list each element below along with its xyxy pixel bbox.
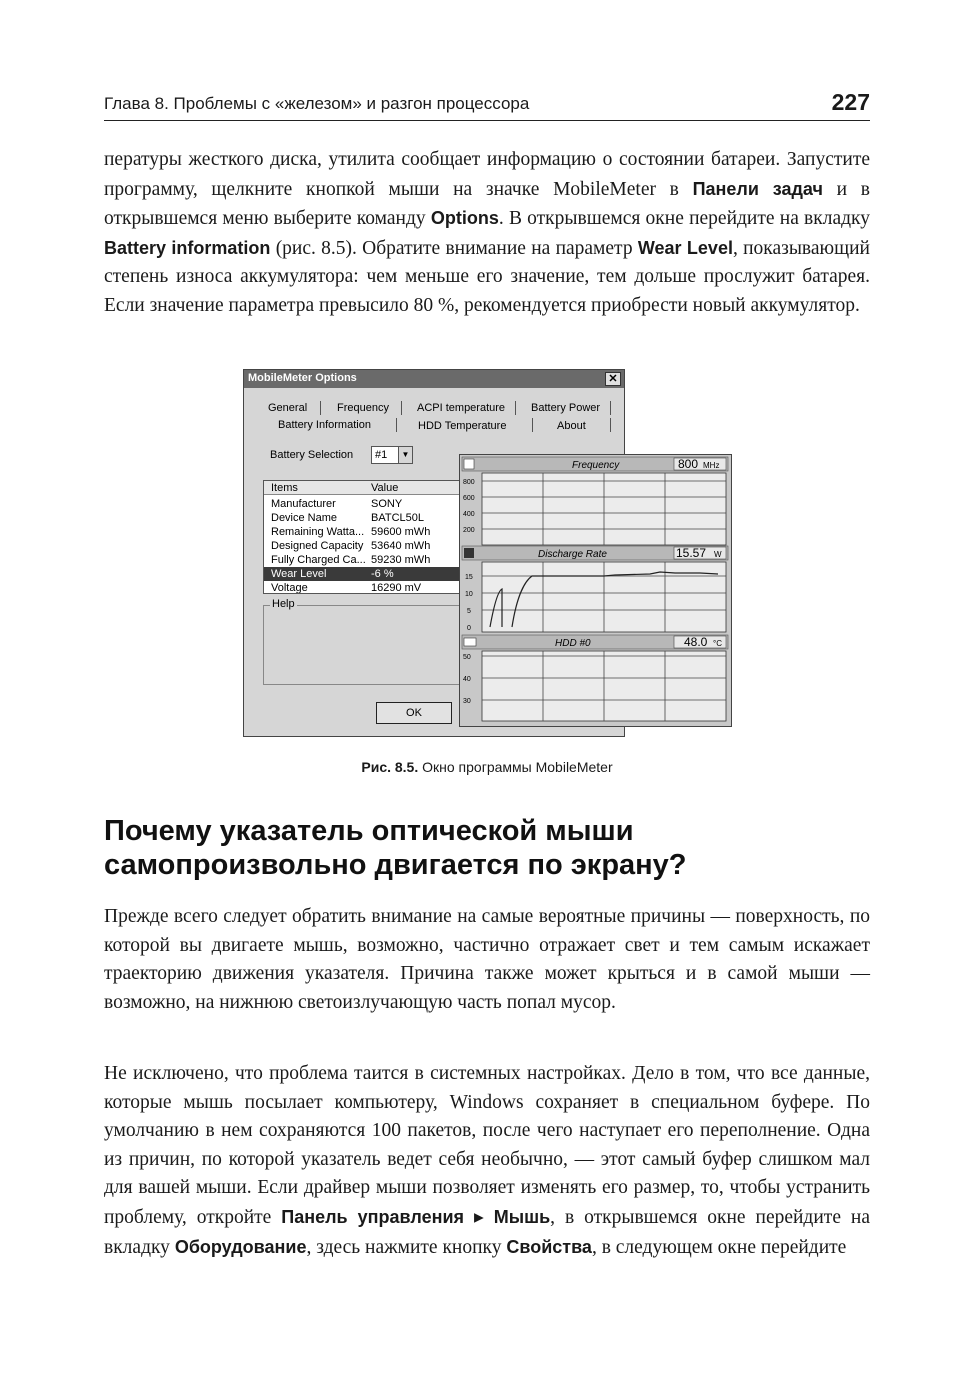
discharge-tick: 0 <box>467 625 471 632</box>
list-item[interactable]: Device Name BATCL50L <box>271 512 424 524</box>
frequency-tick: 400 <box>463 511 475 518</box>
hdd-tick: 30 <box>463 698 471 705</box>
frequency-tick: 800 <box>463 479 475 486</box>
list-item[interactable]: Voltage 16290 mV <box>271 582 422 594</box>
hdd-unit: °C <box>713 639 722 648</box>
frequency-title: Frequency <box>572 460 620 471</box>
tab-acpi-temperature[interactable]: ACPI temperature <box>417 402 506 414</box>
tab-frequency[interactable]: Frequency <box>337 402 389 414</box>
discharge-value: 15.57 <box>676 546 707 560</box>
column-header-items[interactable]: Items <box>271 482 298 494</box>
list-item[interactable]: Designed Capacity 53640 mWh <box>271 540 431 552</box>
battery-info-list[interactable] <box>263 480 461 594</box>
help-group <box>263 598 461 685</box>
ok-button[interactable]: OK <box>376 702 452 724</box>
discharge-title: Discharge Rate <box>538 549 607 560</box>
paragraph: Не исключено, что проблема таится в системных настройках. Дело в том, что все данные, которые мышь посылает компьютеру, Windows сохраняет в специальном буфере. По умолчанию в нем сохраняются 100 пакетов, после чего наступает его переполнение. Одна из причин, по которой указатель ведет себя необычно, — этот самый буфер слишком мал для вашей мыши. Если драйвер мыши позволяет изменять его размер, то, чтобы устранить проблему, откройте Панель управления ▸ Мышь, в открывшемся окне перейдите на вкладку Оборудование, здесь нажмите кнопку Свойства, в следующем окне перейдите <box>104 1063 871 1258</box>
frequency-tick: 600 <box>463 495 475 502</box>
paragraph: Прежде всего следует обратить внимание на самые вероятные причины — поверхность, по которой вы двигаете мышь, возможно, частично отражает свет и тем самым искажает траекторию движения указателя. Причина также может крыться и в самой мыши — возможно, на нижнюю светоизлучающую часть попал мусор. <box>104 906 870 1013</box>
close-icon[interactable]: ✕ <box>605 372 621 386</box>
disk-icon <box>464 638 476 646</box>
tab-general[interactable]: General <box>268 402 308 414</box>
tab-divider <box>610 401 611 415</box>
frequency-tick: 200 <box>463 527 475 534</box>
list-item[interactable]: Remaining Watta... 59600 mWh <box>271 526 431 538</box>
tab-battery-power[interactable]: Battery Power <box>531 402 601 414</box>
tab-divider <box>396 418 397 432</box>
chevron-down-icon[interactable]: ▼ <box>398 447 412 463</box>
battery-icon <box>464 548 474 558</box>
list-item[interactable]: Fully Charged Ca... 59230 mWh <box>271 554 431 566</box>
figure-caption: Рис. 8.5. Окно программы MobileMeter <box>361 759 613 775</box>
hdd-tick: 40 <box>463 676 471 683</box>
page-number: 227 <box>831 89 870 115</box>
list-item-selected[interactable]: Wear Level -6 % <box>264 567 460 581</box>
battery-selection-value: #1 <box>375 449 388 461</box>
discharge-tick: 15 <box>465 574 473 581</box>
list-header <box>264 481 460 495</box>
monitor-graphs <box>460 455 731 726</box>
frequency-unit: MHz <box>703 461 720 470</box>
discharge-unit: W <box>714 550 722 559</box>
chapter-title: Глава 8. Проблемы с «железом» и разгон процессора <box>104 94 530 113</box>
dialog-title-bar <box>244 370 624 388</box>
tab-divider <box>320 401 321 415</box>
monitor-graphs-panel <box>459 454 732 727</box>
discharge-tick: 10 <box>465 591 473 598</box>
help-label: Help <box>272 598 295 610</box>
tab-divider <box>401 401 402 415</box>
hdd-tick: 50 <box>463 654 471 661</box>
column-header-value[interactable]: Value <box>371 482 399 494</box>
tab-about[interactable]: About <box>557 420 586 432</box>
battery-selection-dropdown[interactable] <box>371 446 413 464</box>
tab-hdd-temperature[interactable]: HDD Temperature <box>418 420 507 432</box>
hdd-value: 48.0 <box>684 635 708 649</box>
discharge-tick: 5 <box>467 608 471 615</box>
section-heading: Почему указатель оптической мыши самопроизвольно двигается по экрану? <box>104 815 687 881</box>
tab-divider <box>610 418 611 432</box>
hdd-title: HDD #0 <box>555 638 591 649</box>
running-header <box>104 89 870 121</box>
intro-paragraph: пературы жесткого диска, утилита сообщает информацию о состоянии батареи. Запустите программу, щелкните кнопкой мыши на значке MobileMeter в Панели задач и в открывшемся меню выберите команду Options. В открывшемся окне перейдите на вкладку Battery information (рис. 8.5). Обратите внимание на параметр Wear Level, показывающий степень износа аккумулятора: чем меньше его значение, тем дольше прослужит батарея. Если значение параметра превысило 80 %, рекомендуется приобрести новый аккумулятор. <box>104 149 870 316</box>
tab-divider <box>515 401 516 415</box>
tab-battery-information[interactable]: Battery Information <box>278 419 371 431</box>
battery-selection-label: Battery Selection <box>270 449 354 461</box>
tab-divider <box>532 418 533 432</box>
dialog-title: MobileMeter Options <box>248 372 357 384</box>
list-item[interactable]: Manufacturer SONY <box>271 498 403 510</box>
frequency-value: 800 <box>678 457 699 471</box>
chip-icon <box>464 459 474 469</box>
